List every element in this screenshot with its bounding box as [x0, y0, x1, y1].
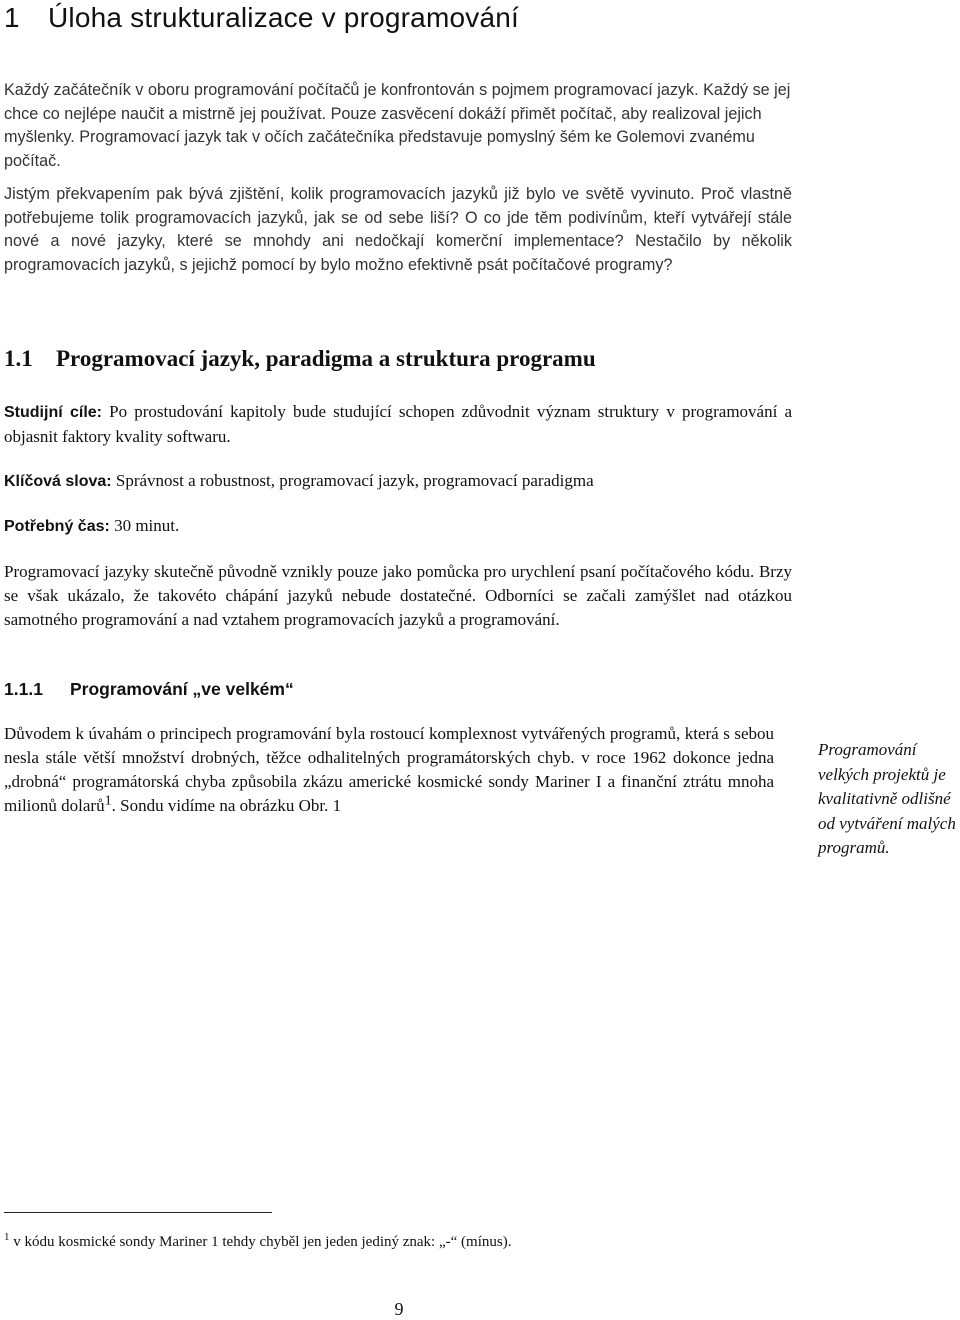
footnote-text: v kódu kosmické sondy Mariner 1 tehdy chyběl jen jeden jediný znak: „-“ (mínus).: [9, 1234, 512, 1250]
section-heading: [4, 346, 596, 372]
required-time: [4, 514, 792, 539]
chapter-title: Úloha strukturalizace v programování: [48, 2, 519, 33]
study-goals-text: Po prostudování kapitoly bude studující schopen zdůvodnit význam struktury v programování a objasnit faktory kvality softwaru.: [4, 402, 792, 446]
required-time-label: Potřebný čas:: [4, 518, 110, 535]
subsection-title: Programování „ve velkém“: [70, 679, 294, 699]
margin-note: Programování velkých projektů je kvalitativně odlišné od vytváření malých programů.: [818, 740, 956, 857]
subsection-paragraph: [4, 722, 774, 818]
section-number: 1.1: [4, 346, 33, 371]
keywords-text: Správnost a robustnost, programovací jazyk, programovací paradigma: [111, 471, 594, 490]
intro-paragraph-1: Každý začátečník v oboru programování počítačů je konfrontován s pojmem programovací jazyk. Každý se jej chce co nejlépe naučit a mistrně jej používat. Pouze zasvěcení dokáží přimět počítač, aby realizoval jejich myšlenky. Programovací jazyk tak v očích začátečníka představuje pomyslný šém ke Golemovi zvanému počítač.: [4, 81, 791, 170]
subsection-paragraph-end: . Sondu vidíme na obrázku Obr. 1: [111, 796, 342, 815]
chapter-number: 1: [4, 2, 20, 33]
intro-paragraph-2: Jistým překvapením pak bývá zjištění, kolik programovacích jazyků již bylo ve světě vyvinuto. Proč vlastně potřebujeme tolik programovacích jazyků, jak se od sebe liší? O co jde těm podivínům, kteří vytvářejí stále nové a nové jazyky, které se mnohdy ani nedočkají komerční implementace? Nestačilo by několik programovacích jazyků, s jejichž pomocí by bylo možno efektivně psát počítačové programy?: [4, 185, 792, 274]
footnote: [4, 1232, 511, 1252]
footnote-reference[interactable]: 1: [104, 792, 112, 809]
subsection-paragraph-text: Důvodem k úvahám o principech programování byla rostoucí komplexnost vytvářených programů, která s sebou nesla stále větší množství drobných, těžce odhalitelných programátorských chyb. v roce 1962 dokonce jedna „drobná“ programátorská chyba způsobila zkázu americké kosmické sondy Mariner I a finanční ztrátu mnoha milionů dolarů: [4, 724, 774, 815]
footnote-divider: [4, 1212, 272, 1213]
study-goals: [4, 400, 792, 449]
required-time-text: 30 minut.: [109, 516, 180, 535]
section-title: Programovací jazyk, paradigma a struktura programu: [56, 346, 596, 371]
page-number: 9: [394, 1299, 404, 1319]
subsection-number: 1.1.1: [4, 679, 43, 699]
subsection-heading: [4, 679, 294, 700]
study-goals-label: Studijní cíle:: [4, 404, 103, 421]
keywords-label: Klíčová slova:: [4, 473, 112, 490]
footnote-mark: 1: [4, 1231, 10, 1243]
keywords: [4, 469, 792, 494]
section-paragraph: Programovací jazyky skutečně původně vznikly pouze jako pomůcka pro urychlení psaní počítačového kódu. Brzy se však ukázalo, že takovéto chápání jazyků nebude dostatečné. Odborníci se začali zamýšlet nad otázkou samotného programování a nad vztahem programovacích jazyků a programování.: [4, 562, 792, 629]
chapter-heading: [4, 2, 519, 34]
